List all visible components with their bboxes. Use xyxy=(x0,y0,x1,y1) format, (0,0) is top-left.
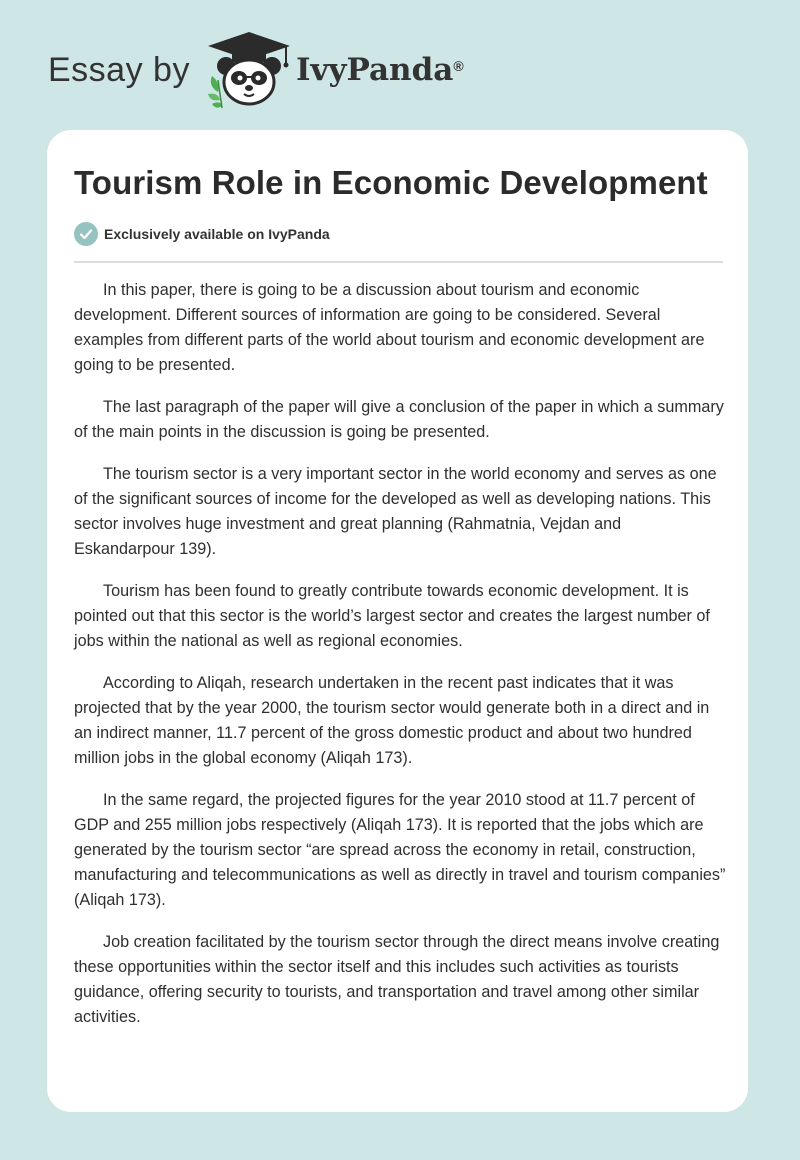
essay-by-label: Essay by xyxy=(48,50,190,89)
paragraph: Job creation facilitated by the tourism sector through the direct means involve creating these opportunities within the sector itself and this includes such activities as tourists guidance, offering security to tourists, and transportation and travel among other similar activities. xyxy=(74,933,720,1026)
paragraph: Tourism has been found to greatly contribute towards economic development. It is pointed out that this sector is the world’s largest sector and creates the largest number of jobs within the national as well as regional economies. xyxy=(74,582,710,650)
essay-card xyxy=(47,130,748,1112)
panda-graduate-icon[interactable] xyxy=(204,30,294,110)
check-icon xyxy=(74,222,98,246)
badge-label: Exclusively available on IvyPanda xyxy=(104,226,330,242)
site-header xyxy=(48,30,464,110)
divider xyxy=(74,261,723,263)
paragraph: The last paragraph of the paper will give a conclusion of the paper in which a summary of the main points in the discussion is going be presented. xyxy=(74,398,724,441)
exclusive-badge xyxy=(74,222,330,246)
essay-body xyxy=(74,278,726,1047)
paragraph: The tourism sector is a very important sector in the world economy and serves as one of the significant sources of income for the developed as well as developing nations. This sector involves huge investment and great planning (Rahmatnia, Vejdan and Eskandarpour 139). xyxy=(74,465,717,558)
page-title: Tourism Role in Economic Development xyxy=(74,164,708,201)
paragraph: In this paper, there is going to be a discussion about tourism and economic development. Different sources of information are going to be considered. Several examples from different parts of the world about tourism and economic development are going to be presented. xyxy=(74,281,705,374)
brand-name[interactable]: IvyPanda® xyxy=(295,52,464,88)
registered-mark: ® xyxy=(453,58,464,74)
paragraph: In the same regard, the projected figures for the year 2010 stood at 11.7 percent of GDP and 255 million jobs respectively (Aliqah 173). It is reported that the jobs which are generated by the tourism sector “are spread across the economy in retail, construction, manufacturing and telecommunications as well as directly in travel and tourism companies” (Aliqah 173). xyxy=(74,791,726,909)
paragraph: According to Aliqah, research undertaken in the recent past indicates that it was projected that by the year 2000, the tourism sector would generate both in a direct and in an indirect manner, 11.7 percent of the gross domestic product and about two hundred million jobs in the global economy (Aliqah 173). xyxy=(74,674,710,767)
